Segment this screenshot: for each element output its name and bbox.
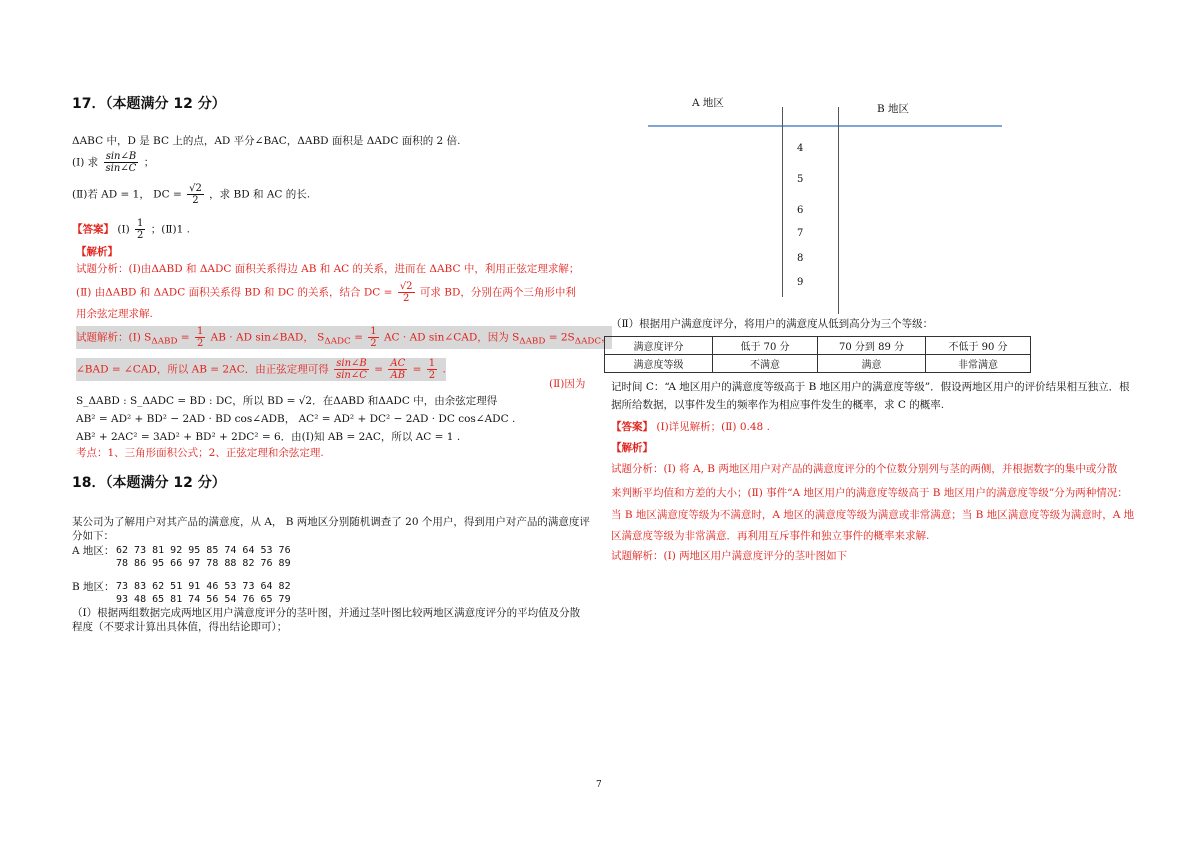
region-a-label: A 地区： <box>72 545 115 557</box>
fraction-numerator: √2 <box>189 183 202 194</box>
q17-analysis-line2 <box>76 281 576 304</box>
page-number: 7 <box>596 780 602 790</box>
table-cell: 满意度评分 <box>605 337 713 355</box>
q17-part2-post: ，求 BD 和 AC 的长. <box>209 188 311 201</box>
solution-text: 试题解析：(Ⅰ) S <box>76 331 152 344</box>
fraction-numerator: 1 <box>196 326 204 337</box>
answer-text: (Ⅰ)详见解析；(Ⅱ) 0.48 . <box>656 421 770 433</box>
q17-solution-line4: AB² = AD² + BD² − 2AD · BD cos∠ADB， AC² = AD² + DC² − 2AD · DC cos∠ADC . <box>76 413 516 425</box>
q17-solution-line1 <box>76 326 612 349</box>
q18-answer <box>611 420 770 434</box>
table-cell: 不低于 90 分 <box>926 337 1031 355</box>
q18-part1-line1: （Ⅰ）根据两组数据完成两地区用户满意度评分的茎叶图，并通过茎叶图比较两地区满意度评分的平均值及分散 <box>72 607 581 619</box>
q17-knowledge-points: 考点：1、三角形面积公式；2、正弦定理和余弦定理. <box>76 447 324 459</box>
q17-analysis-line2-pre: (Ⅱ) 由ΔABD 和 ΔADC 面积关系得 BD 和 DC 的关系，结合 DC = <box>76 286 393 299</box>
table-cell: 低于 70 分 <box>713 337 818 355</box>
stemleaf-header-a: A 地区 <box>692 97 724 109</box>
subscript: ΔADC <box>574 336 602 347</box>
half-fraction <box>195 326 205 349</box>
region-a-scores-row2: 78 86 95 66 97 78 88 82 76 89 <box>116 558 291 569</box>
side-ratio-fraction <box>388 358 407 381</box>
event-c-line2: 据所给数据，以事件发生的频率作为相应事件发生的概率，求 C 的概率. <box>611 399 945 411</box>
q18-intro-line2: 分如下： <box>72 530 114 542</box>
fraction-denominator: AB <box>390 370 406 381</box>
fraction-denominator: 2 <box>196 338 204 349</box>
q17-analysis-line3: 用余弦定理求解. <box>76 308 153 320</box>
stem-value: 5 <box>797 174 804 185</box>
q17-part2-pre: (Ⅱ)若 AD = 1， DC = <box>72 188 182 201</box>
answer-part1: (Ⅰ) <box>117 223 130 236</box>
q18-part1-line2: 程度（不要求计算出具体值，得出结论即可）； <box>72 621 288 633</box>
fraction-denominator: 2 <box>402 293 410 304</box>
solution-text: = <box>412 363 422 376</box>
stem-value: 8 <box>797 253 804 264</box>
q18-analysis-line2: 来判断平均值和方差的大小；(Ⅱ) 事件“A 地区用户的满意度等级高于 B 地区用户的满意度等级”分为两种情况： <box>611 487 1128 499</box>
q17-solution-line2 <box>76 358 446 381</box>
table-cell: 非常满意 <box>926 355 1031 373</box>
fraction-denominator: sin∠C <box>336 370 367 381</box>
solution-text: = <box>177 331 190 344</box>
subscript: ΔADC <box>324 336 351 347</box>
answer-fraction <box>135 218 145 241</box>
solution-text: = 2S <box>545 331 575 344</box>
q17-analysis-line1: 试题分析：(Ⅰ)由ΔABD 和 ΔADC 面积关系得边 AB 和 AC 的关系，进而在 ΔABC 中，利用正弦定理求解； <box>76 263 580 275</box>
fraction-denominator: 2 <box>370 338 377 349</box>
stem-value: 6 <box>797 205 804 216</box>
stem-value: 7 <box>797 228 804 239</box>
q17-analysis-fraction <box>398 281 415 304</box>
q17-answer <box>72 218 190 241</box>
solution-text: AB · AD sin∠BAD， S <box>210 331 325 344</box>
q17-part2 <box>72 183 310 206</box>
q18-part2-line: （Ⅱ）根据用户满意度评分，将用户的满意度从低到高分为三个等级： <box>611 318 934 330</box>
q18-solution-line1: 试题解析：(Ⅰ) 两地区用户满意度评分的茎叶图如下 <box>611 550 848 562</box>
stemleaf-horizontal-line <box>648 125 1002 127</box>
satisfaction-grade-table <box>604 336 1031 373</box>
fraction-numerator: sin∠B <box>104 151 139 163</box>
region-b-scores-row2: 93 48 65 81 74 56 54 76 65 79 <box>116 594 291 605</box>
table-cell: 不满意 <box>713 355 818 373</box>
region-b-label: B 地区： <box>72 581 115 593</box>
analysis-label: 【解析】 <box>611 442 653 454</box>
fraction-numerator: sin∠B <box>334 358 369 370</box>
solution-text: AC · AD sin∠CAD，因为 S <box>383 331 520 344</box>
fraction-numerator: √2 <box>399 281 413 292</box>
fraction-numerator: AC <box>390 358 406 369</box>
table-cell: 满意 <box>818 355 926 373</box>
analysis-label: 【解析】 <box>76 246 118 258</box>
table-row <box>605 355 1031 373</box>
solution-text: = <box>374 363 384 376</box>
region-a-scores-row1: 62 73 81 92 95 85 74 64 53 76 <box>116 545 291 556</box>
q17-solution-line3: S_ΔABD : S_ΔADC = BD : DC，所以 BD = √2．在ΔABD 和ΔADC 中，由余弦定理得 <box>76 395 498 407</box>
q17-part1-end: ； <box>143 156 155 169</box>
fraction-numerator: 1 <box>428 358 436 369</box>
q17-part1-fraction <box>104 151 139 174</box>
stemleaf-vertical-line-right <box>838 107 839 314</box>
q17-statement: ΔABC 中，D 是 BC 上的点，AD 平分∠BAC，ΔABD 面积是 ΔADC 面积的 2 倍. <box>72 135 461 147</box>
q17-solution-line5: AB² + 2AC² = 3AD² + BD² + 2DC² = 6．由(Ⅰ)知 AB = 2AC，所以 AC = 1 . <box>76 431 461 443</box>
q17-title: 17．（本题满分 12 分） <box>72 96 226 112</box>
fraction-denominator: sin∠C <box>105 163 137 174</box>
fraction-numerator: 1 <box>137 218 144 229</box>
q18-analysis-line3: 当 B 地区满意度等级为不满意时，A 地区的满意度等级为满意或非常满意；当 B 地区满意度等级为满意时，A 地 <box>611 509 1135 521</box>
stemleaf-vertical-line-left <box>782 107 783 297</box>
stemleaf-header-b: B 地区 <box>877 103 910 115</box>
event-c-line1: 记时间 C：“A 地区用户的满意度等级高于 B 地区用户的满意度等级”．假设两地区用户的评价结果相互独立．根 <box>611 381 1130 393</box>
half-fraction <box>368 326 378 349</box>
sine-ratio-fraction <box>334 358 369 381</box>
stem-value: 9 <box>797 277 804 288</box>
stem-value: 4 <box>797 143 804 154</box>
fraction-denominator: 2 <box>428 370 436 381</box>
q17-analysis-line2-post: 可求 BD，分别在两个三角形中利 <box>419 286 576 299</box>
q17-part2-fraction <box>187 183 204 206</box>
table-row <box>605 337 1031 355</box>
table-cell: 70 分到 89 分 <box>818 337 926 355</box>
q17-part1-label: (Ⅰ) 求 <box>72 156 99 169</box>
q17-solution-part2-start: (Ⅱ)因为 <box>549 378 586 390</box>
table-cell: 满意度等级 <box>605 355 713 373</box>
solution-text: . <box>442 363 446 376</box>
q18-analysis-line4: 区满意度等级为非常满意．再利用互斥事件和独立事件的概率来求解. <box>611 530 930 542</box>
solution-text: ， <box>601 331 612 344</box>
fraction-denominator: 2 <box>137 230 144 241</box>
answer-part2: ；(Ⅱ)1 . <box>150 223 190 236</box>
q18-title: 18．（本题满分 12 分） <box>72 475 226 491</box>
answer-label: 【答案】 <box>72 223 114 236</box>
fraction-denominator: 2 <box>192 195 199 206</box>
answer-label: 【答案】 <box>611 421 653 433</box>
solution-text: ∠BAD = ∠CAD，所以 AB = 2AC．由正弦定理可得 <box>76 363 329 376</box>
q18-analysis-line1: 试题分析：(Ⅰ) 将 A, B 两地区用户对产品的满意度评分的个位数分别列与茎的两侧，并根据数字的集中或分散 <box>611 463 1118 475</box>
subscript: ΔABD <box>151 336 178 347</box>
subscript: ΔABD <box>519 336 546 347</box>
half-fraction <box>427 358 437 381</box>
region-b-scores-row1: 73 83 62 51 91 46 53 73 64 82 <box>116 581 291 592</box>
q17-part1 <box>72 151 154 174</box>
q18-intro-line1: 某公司为了解用户对其产品的满意度，从 A， B 两地区分别随机调查了 20 个用户，得到用户对产品的满意度评 <box>72 516 590 528</box>
fraction-numerator: 1 <box>370 326 377 337</box>
solution-text: = <box>350 331 363 344</box>
